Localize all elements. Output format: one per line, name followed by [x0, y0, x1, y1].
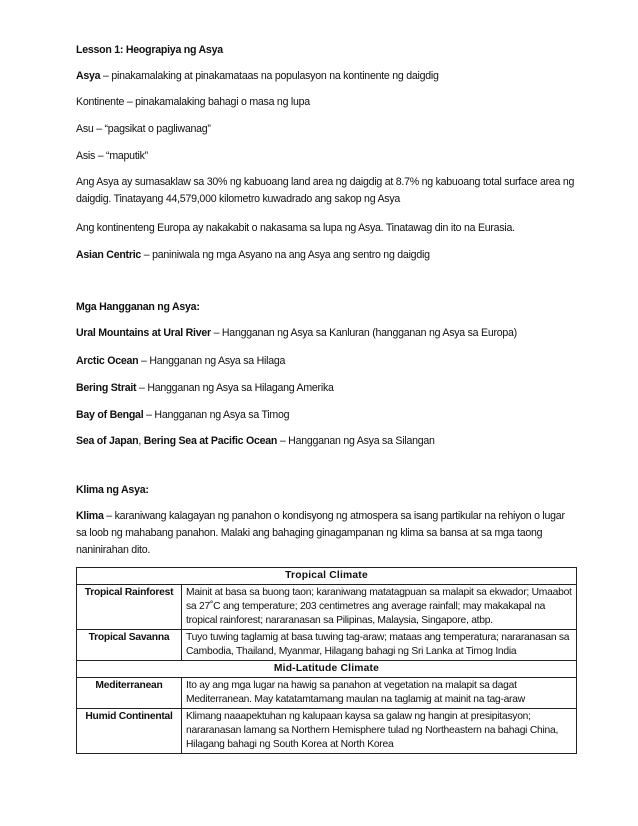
group-heading: Mid-Latitude Climate — [77, 661, 577, 678]
hangganan-item — [76, 353, 576, 370]
group-heading-row — [77, 568, 577, 585]
hangganan-item — [76, 325, 576, 342]
climate-type: Mediterranean — [77, 678, 182, 709]
hangganan-heading: Mga Hangganan ng Asya: — [76, 301, 200, 313]
separator: , — [138, 435, 144, 447]
table-row — [77, 585, 577, 630]
term-definition: – Hangganan ng Asya sa Kanluran (hangganan ng Asya sa Europa) — [210, 327, 517, 339]
climate-type: Tropical Savanna — [77, 630, 182, 661]
climate-description: Klimang naaapektuhan ng kalupaan kaysa sa galaw ng hangin at presipitasyon; nararanasan lamang sa Northern Hemisphere tulad ng Northeastern na bahagi China, Hilagang bahagi ng South Korea at North Korea — [182, 709, 577, 754]
paragraph-eurasia: Ang kontinenteng Europa ay nakakabit o nakasama sa lupa ng Asya. Tinatawag din ito na Eurasia. — [76, 222, 515, 234]
table-row — [77, 630, 577, 661]
term-label: Sea of Japan — [76, 435, 139, 447]
group-heading: Tropical Climate — [77, 568, 577, 585]
term-definition: – Hangganan ng Asya sa Timog — [143, 409, 290, 421]
term-asya — [76, 68, 576, 85]
klima-heading: Klima ng Asya: — [76, 484, 149, 496]
term-definition: – Hangganan ng Asya sa Silangan — [277, 435, 435, 447]
term-label: Bering Sea at Pacific Ocean — [143, 435, 278, 447]
hangganan-item — [76, 380, 576, 397]
climate-table — [76, 567, 577, 754]
term-label: Bering Strait — [76, 382, 137, 394]
term-asis: Asis – “maputik” — [76, 150, 148, 162]
term-kontinente: Kontinente – pinakamalaking bahagi o masa ng lupa — [76, 96, 310, 108]
term-label: Asian Centric — [76, 249, 142, 261]
climate-description: Mainit at basa sa buong taon; karaniwang matatagpuan sa malapit sa ekwador; Umaabot sa 27˚C ang temperature; 203 centimetres ang average rainfall; may makakapal na tropical rainforest; nararanasan sa Pilipinas, Malaysia, Singapore, atbp. — [182, 585, 577, 630]
table-row — [77, 678, 577, 709]
klima-definition — [76, 508, 576, 559]
lesson-title: Lesson 1: Heograpiya ng Asya — [76, 44, 223, 56]
term-definition: – paniniwala ng mga Asyano na ang Asya ang sentro ng daigdig — [141, 249, 430, 261]
term-label: Asya — [76, 70, 101, 82]
term-definition: – Hangganan ng Asya sa Hilagang Amerika — [136, 382, 334, 394]
term-label: Bay of Bengal — [76, 409, 144, 421]
hangganan-item — [76, 407, 576, 424]
term-definition: – Hangganan ng Asya sa Hilaga — [138, 355, 286, 367]
term-label: Klima — [76, 510, 104, 522]
term-label: Ural Mountains at Ural River — [76, 327, 211, 339]
term-asu: Asu – “pagsikat o pagliwanag” — [76, 123, 211, 135]
hangganan-item — [76, 433, 576, 450]
term-definition: – karaniwang kalagayan ng panahon o kondisyong ng atmospera sa isang partikular na rehiyon o lugar sa loob ng mahabang panahon. Malaki ang bahaging ginagampanan ng klima sa bansa at sa mga taong naninirahan dito. — [76, 510, 565, 556]
term-asian-centric — [76, 247, 576, 264]
term-label: Arctic Ocean — [76, 355, 139, 367]
climate-type: Humid Continental — [77, 709, 182, 754]
term-definition: – pinakamalaking at pinakamataas na populasyon na kontinente ng daigdig — [100, 70, 439, 82]
climate-description: Ito ay ang mga lugar na hawig sa panahon at vegetation na malapit sa dagat Mediterranean. May katatamtamang maulan na taglamig at mainit na tag-araw — [182, 678, 577, 709]
table-row — [77, 709, 577, 754]
group-heading-row — [77, 661, 577, 678]
climate-type: Tropical Rainforest — [77, 585, 182, 630]
paragraph-area: Ang Asya ay sumasaklaw sa 30% ng kabuoang land area ng daigdig at 8.7% ng kabuoang total surface area ng daigdig. Tinatayang 44,579,000 kilometro kuwadrado ang sakop ng Asya — [76, 176, 575, 205]
climate-description: Tuyo tuwing taglamig at basa tuwing tag-araw; mataas ang temperatura; nararanasan sa Cambodia, Thailand, Myanmar, Hilagang bahagi ng Sri Lanka at Timog India — [182, 630, 577, 661]
